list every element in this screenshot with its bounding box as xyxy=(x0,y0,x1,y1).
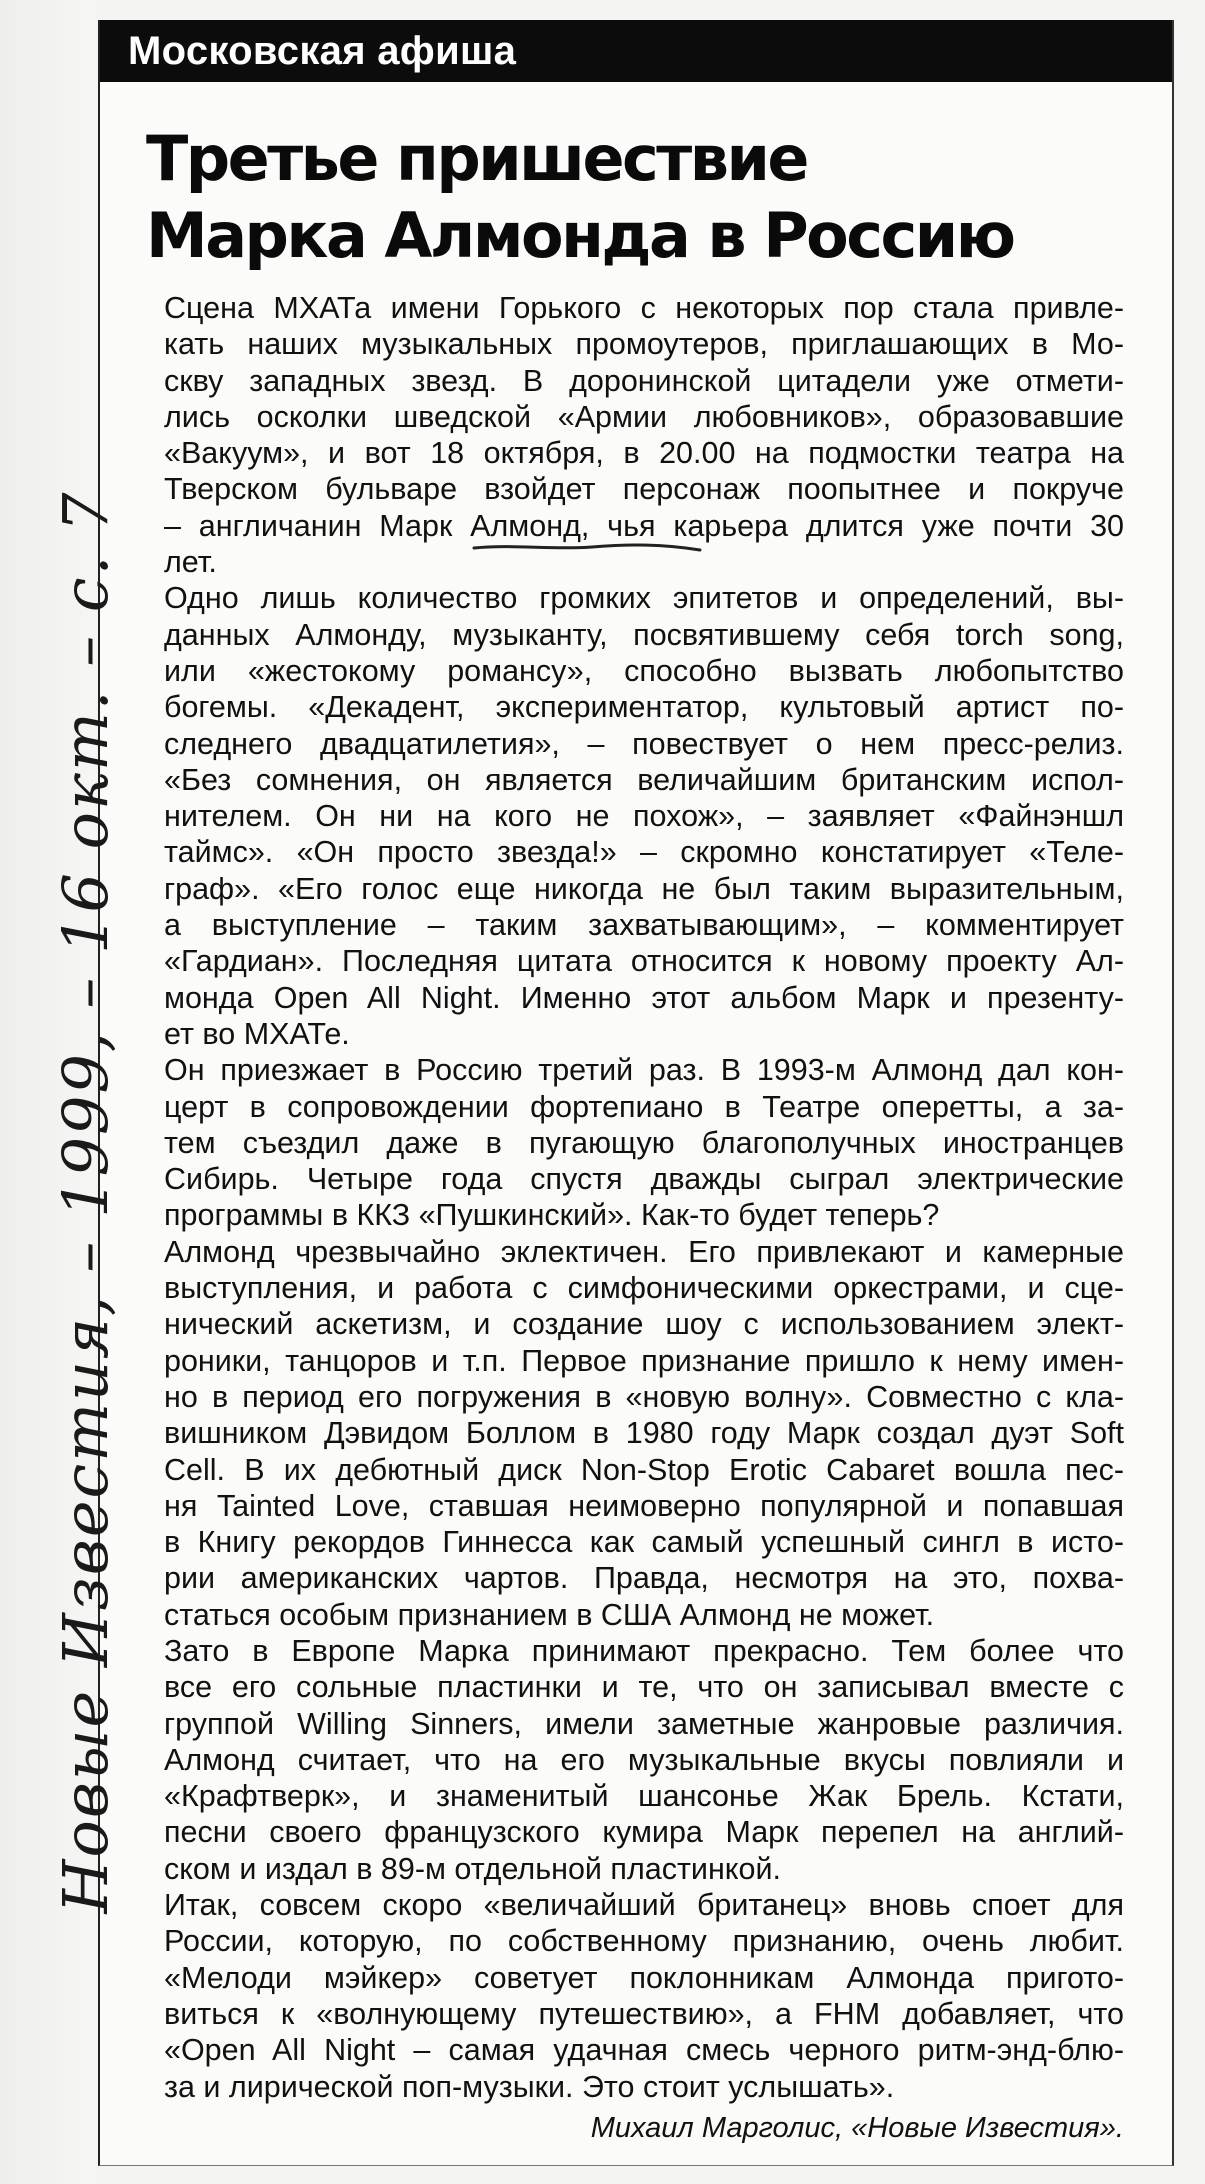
article-line: за и лирической поп-музыки. Это стоит услышать». xyxy=(164,2069,895,2104)
handwritten-source-note: Новые Известия, – 1999, – 16 окт. – с. 7 xyxy=(49,490,122,1914)
article-line: данных Алмонду, музыканту, посвятившему себя torch song, xyxy=(164,617,1124,652)
article-line: Cell. В их дебютный диск Non-Stop Erotic Cabaret вошла пес- xyxy=(164,1452,1124,1487)
article-line: следнего двадцатилетия», – повествует о нем пресс-релиз. xyxy=(164,726,1124,761)
article-line: Сибирь. Четыре года спустя дважды сыграл электрические xyxy=(164,1162,1124,1197)
article-line: Сцена МХАТа имени Горького с некоторых пор стала привле- xyxy=(164,291,1124,325)
article-line: церт в сопровождении фортепиано в Театре оперетты, а за- xyxy=(164,1089,1124,1124)
article-line: «Гардиан». Последняя цитата относится к новому проекту Ал- xyxy=(164,944,1124,979)
article-line: Одно лишь количество громких эпитетов и определений, вы- xyxy=(164,581,1124,616)
article-line: ня Tainted Love, ставшая неимоверно популярной и попавшая xyxy=(164,1488,1124,1523)
article-line: нический аскетизм, и создание шоу с использованием элект- xyxy=(164,1307,1124,1342)
article-line: Тверском бульваре взойдет персонаж поопытнее и покруче xyxy=(164,472,1124,507)
article-line: лет. xyxy=(164,545,217,580)
article-line: России, которую, по собственному признанию, очень любит. xyxy=(164,1924,1124,1959)
article-line: тем съездил даже в пугающую благополучных иностранцев xyxy=(164,1125,1124,1160)
article-line: статься особым признанием в США Алмонд не может. xyxy=(164,1597,935,1632)
article-line: Он приезжает в Россию третий раз. В 1993-м Алмонд дал кон- xyxy=(164,1053,1124,1088)
article-headline xyxy=(146,120,1146,274)
rubric-title: Московская афиша xyxy=(128,29,517,73)
article-line: Алмонд считает, что на его музыкальные вкусы повлияли и xyxy=(164,1742,1124,1777)
article-line: граф». «Его голос еще никогда не был таким выразительным, xyxy=(164,871,1124,906)
article-line: нителем. Он ни на кого не похож», – заявляет «Файнэншл xyxy=(164,799,1124,834)
article-line: все его сольные пластинки и те, что он записывал вместе с xyxy=(164,1670,1124,1705)
article-line: Зато в Европе Марка принимают прекрасно. Тем более что xyxy=(164,1633,1124,1668)
article-line: а выступление – таким захватывающим», – комментирует xyxy=(164,908,1124,943)
article-line: таймс». «Он просто звезда!» – скромно констатирует «Теле- xyxy=(164,835,1124,870)
article-line: скву западных звезд. В доронинской цитадели уже отмети- xyxy=(164,363,1124,398)
article-line: вишником Дэвидом Боллом в 1980 году Марк создал дуэт Soft xyxy=(164,1416,1124,1451)
article-line: ском и издал в 89-м отдельной пластинкой. xyxy=(164,1851,781,1886)
article-line: Итак, совсем скоро «величайший британец» вновь споет для xyxy=(164,1888,1124,1923)
article-line: «Open All Night – самая удачная смесь черного ритм-энд-блю- xyxy=(164,2033,1124,2068)
article-line: в Книгу рекордов Гиннесса как самый успешный сингл в исто- xyxy=(164,1525,1124,1560)
article-line: Алмонд чрезвычайно эклектичен. Его привлекают и камерные xyxy=(164,1234,1124,1269)
handwritten-underline-mark xyxy=(472,539,702,555)
article-line: монда Open All Night. Именно этот альбом Марк и презенту- xyxy=(164,980,1124,1015)
article-line: кать наших музыкальных промоутеров, приглашающих в Мо- xyxy=(164,327,1124,362)
article-line: выступления, и работа с симфоническими оркестрами, и сце- xyxy=(164,1271,1124,1306)
article-line: «Мелоди мэйкер» советует поклонникам Алмонда пригото- xyxy=(164,1960,1124,1995)
article-line: но в период его погружения в «новую волну». Совместно с кла- xyxy=(164,1379,1124,1414)
article-line: или «жестокому романсу», способно вызвать любопытство xyxy=(164,653,1124,688)
article-body xyxy=(164,290,1124,2105)
headline-line-2: Марка Алмонда в Россию xyxy=(146,199,1014,272)
article-line: программы в ККЗ «Пушкинский». Как-то будет теперь? xyxy=(164,1198,940,1233)
article-line: «Без сомнения, он является величайшим британским испол- xyxy=(164,762,1124,797)
author-signature: Михаил Марголис, «Новые Известия». xyxy=(590,2112,1124,2144)
article-line: богемы. «Декадент, экспериментатор, культовый артист по- xyxy=(164,690,1124,725)
article-line: лись осколки шведской «Армии любовников», образовавшие xyxy=(164,399,1124,434)
headline-line-1: Третье пришествие xyxy=(146,122,807,195)
article-line: группой Willing Sinners, имели заметные жанровые различия. xyxy=(164,1706,1124,1741)
article-line: «Вакуум», и вот 18 октября, в 20.00 на подмостки театра на xyxy=(164,436,1124,471)
article-line: песни своего французского кумира Марк перепел на англий- xyxy=(164,1815,1124,1850)
newspaper-clipping xyxy=(98,20,1174,2166)
article-line: «Крафтверк», и знаменитый шансонье Жак Брель. Кстати, xyxy=(164,1779,1124,1814)
rubric-bar xyxy=(100,20,1172,82)
article-line: – англичанин Марк Алмонд, чья карьера длится уже почти 30 xyxy=(164,508,1124,543)
article-line: роники, танцоров и т.п. Первое признание пришло к нему имен- xyxy=(164,1343,1124,1378)
article-line: рии американских чартов. Правда, несмотря на это, похва- xyxy=(164,1561,1124,1596)
article-line: виться к «волнующему путешествию», а FHM добавляет, что xyxy=(164,1996,1124,2031)
article-line: ет во МХАТе. xyxy=(164,1016,350,1051)
